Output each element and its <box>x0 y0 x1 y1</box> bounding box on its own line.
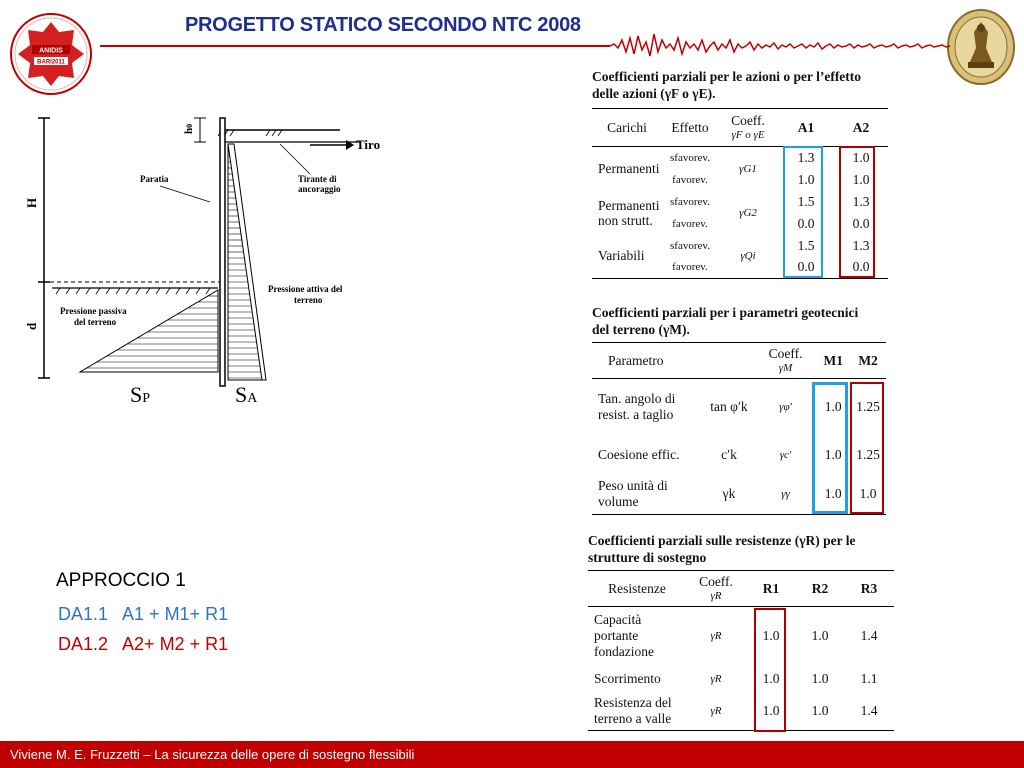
sp-label: S <box>130 382 143 407</box>
footer-text: Viviene M. E. Fruzzetti – La sicurezza delle opere di sostegno flessibili <box>10 747 415 762</box>
tirante-label-1: Tirante di <box>298 174 337 184</box>
sp-sub: P <box>142 391 151 406</box>
table-geotech-caption: Coefficienti parziali per i parametri geotecnici del terreno (γM). <box>592 305 859 337</box>
svg-text:h0 <box>183 124 195 134</box>
dim-h-label: H <box>24 197 39 208</box>
approach-title: APPROCCIO 1 <box>56 570 186 591</box>
highlight-m1 <box>812 382 848 514</box>
approach-da11: DA1.1 A1 + M1+ R1 <box>58 604 229 624</box>
dim-h0-sub: 0 <box>185 123 194 128</box>
pressione-passiva-1: Pressione passiva <box>60 306 127 316</box>
dim-d-label: d <box>24 322 39 330</box>
highlight-a1 <box>783 146 823 278</box>
table-actions: Carichi Effetto Coeff. γF o γE A1 A2 Permanenti sfavorev. γG1 1.3 1.0 favorev. 1.0 1.0 Permanenti non strutt. sfavorev. γG2 1.5 1.3 favorev. 0.0 0.0 Variabili sfavorev. γQi 1.5 1.3 favorev. 0.0 0.0 <box>592 108 888 279</box>
pressione-passiva-2: del terreno <box>74 317 117 327</box>
paratia-label: Paratia <box>140 174 169 184</box>
page-title: PROGETTO STATICO SECONDO NTC 2008 <box>185 14 581 36</box>
highlight-m2 <box>850 382 884 514</box>
tiro-arrow-icon <box>310 138 354 152</box>
sa-sub: A <box>247 391 258 406</box>
highlight-a2 <box>839 146 875 278</box>
pressione-attiva-1: Pressione attiva del <box>268 284 343 294</box>
tiro-label: Tiro <box>356 137 381 152</box>
table-resist: Resistenze Coeff. γR R1 R2 R3 Capacità portante fondazione γR 1.0 1.0 1.4 Scorrimento γR 1.0 1.0 1.1 Resistenza del terreno a valle γR 1.0 1.0 1.4 <box>588 570 894 731</box>
highlight-r1 <box>754 608 786 732</box>
table-actions-caption: Coefficienti parziali per le azioni o per l’effetto delle azioni (γF o γE). <box>592 69 862 101</box>
anidis-logo <box>6 12 96 96</box>
table-geotech: Parametro Coeff. γM M1 M2 Tan. angolo di resist. a taglio tan φ′k γφ′ 1.0 1.25 Coesione effic. c′k γc′ 1.0 1.25 Peso unità di volume γk γγ 1.0 1.0 <box>592 342 886 515</box>
seismogram-line <box>100 30 1020 60</box>
retaining-wall-diagram <box>24 110 390 410</box>
sa-label: S <box>235 382 248 407</box>
approach-da12: DA1.2 A2+ M2 + R1 <box>58 634 229 654</box>
svg-text:ANIDIS: ANIDIS <box>39 47 63 55</box>
pressione-attiva-2: terreno <box>294 295 323 305</box>
tirante-label-2: ancoraggio <box>298 184 341 194</box>
table-resist-caption: Coefficienti parziali sulle resistenze (γR) per le strutture di sostegno <box>588 533 856 565</box>
svg-text:SP <box>130 382 150 407</box>
svg-text:SA <box>235 382 258 407</box>
svg-text:BARI2011: BARI2011 <box>37 59 65 66</box>
dim-h0-label: h <box>183 127 195 134</box>
